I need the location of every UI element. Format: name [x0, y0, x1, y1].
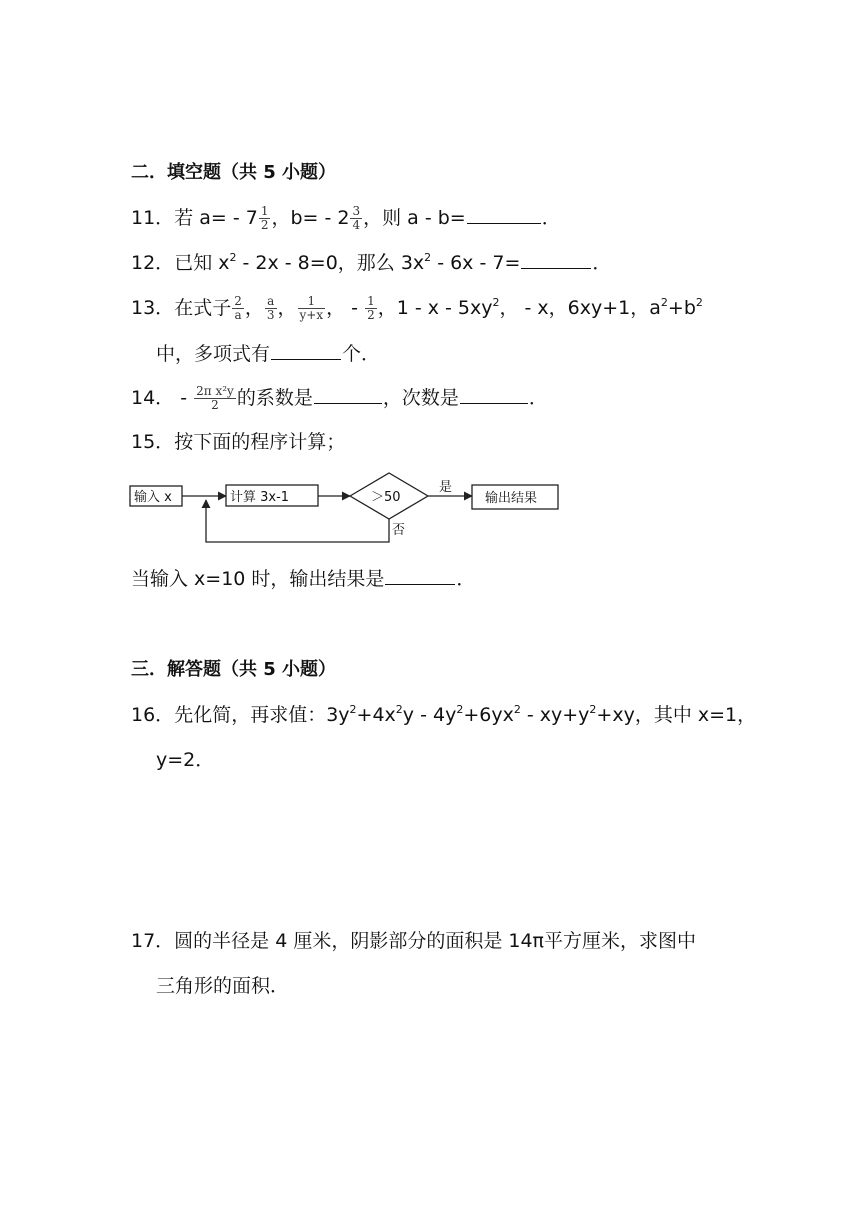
- q16-text-f: +xy，其中 x=1，: [596, 704, 757, 726]
- q13-f4-den: 2: [367, 308, 375, 322]
- q13-f3-den: y+x: [299, 308, 324, 322]
- q11-end: ．: [541, 207, 561, 229]
- flow-yes-label: 是: [439, 480, 453, 495]
- q11-frac2-den: 4: [352, 218, 361, 232]
- flow-condition-label: ＞50: [371, 490, 401, 505]
- q13-number: 13．: [131, 297, 175, 319]
- q14-frac-num: 2π x²y: [196, 384, 234, 398]
- q15-prompt-end: ．: [456, 568, 476, 590]
- q14-end: ．: [528, 387, 548, 409]
- q16-text-a: 先化简，再求值：3y: [174, 704, 350, 726]
- question-13-line-2: [156, 341, 380, 367]
- q13-sup-2: 2: [660, 296, 668, 309]
- q11-frac1-num: 1: [260, 204, 269, 218]
- question-16: [131, 702, 756, 728]
- q16-sup-3: 2: [456, 703, 464, 716]
- q13-text-c: ， - x，6xy+1，a: [499, 297, 661, 319]
- q16-text-b: +4x: [356, 704, 396, 726]
- q12-sup-2: 2: [424, 251, 432, 264]
- q13-text-a: 在式子: [174, 297, 232, 319]
- q13-answer-blank[interactable]: [271, 341, 341, 360]
- q13-fraction-1: [232, 295, 244, 322]
- q13-text-b: ，1 - x - 5xy: [377, 297, 493, 319]
- q11-fraction-2: [350, 205, 362, 232]
- q13-line2-end: 个．: [342, 343, 381, 365]
- q12-end: ．: [592, 252, 612, 274]
- q16-sup-1: 2: [349, 703, 357, 716]
- question-16-line-2: [156, 747, 214, 773]
- q16-number: 16．: [131, 704, 175, 726]
- q11-frac1-den: 2: [260, 218, 269, 232]
- question-11: [131, 205, 561, 232]
- q11-frac2-num: 3: [352, 204, 361, 218]
- question-12: [131, 250, 611, 276]
- q14-text-b: ，次数是: [382, 387, 459, 409]
- q16-sup-2: 2: [395, 703, 403, 716]
- q13-sup-3: 2: [695, 296, 703, 309]
- q12-number: 12．: [131, 252, 175, 274]
- q13-fraction-4: [365, 295, 377, 322]
- question-14: [131, 385, 548, 412]
- q13-line2-text: 中，多项式有: [156, 343, 271, 365]
- q12-text-c: - 6x - 7=: [431, 252, 521, 274]
- flow-input-label: 输入 x: [134, 490, 172, 505]
- q16-text-e: - xy+y: [520, 704, 590, 726]
- q13-comma-3: ， -: [326, 297, 365, 319]
- flow-output-label: 输出结果: [485, 491, 538, 506]
- question-13: [131, 295, 703, 322]
- q14-frac-den: 2: [194, 398, 236, 412]
- q13-sup-1: 2: [492, 296, 500, 309]
- q16-text-d: +6yx: [463, 704, 514, 726]
- q13-f1-den: a: [232, 308, 244, 322]
- q11-text-a: 若 a= - 7: [174, 207, 258, 229]
- q14-coefficient-blank[interactable]: [314, 385, 382, 404]
- q16-sup-4: 2: [513, 703, 521, 716]
- q14-number: 14．: [131, 387, 175, 409]
- flow-compute-label: 计算 3x-1: [230, 490, 290, 505]
- q15-text: 按下面的程序计算；: [174, 431, 346, 453]
- section-3-heading: 三．解答题（共 5 小题）: [131, 659, 337, 680]
- q11-text-b: ，b= - 2: [271, 207, 350, 229]
- section-2-heading: 二．填空题（共 5 小题）: [131, 162, 337, 183]
- q11-answer-blank[interactable]: [467, 205, 541, 224]
- q13-f2-num: a: [267, 294, 275, 308]
- q13-fraction-3: [298, 295, 326, 322]
- q13-comma-2: ，: [277, 297, 297, 319]
- question-17: [131, 928, 696, 954]
- q11-text-c: ，则 a - b=: [363, 207, 466, 229]
- q17-line1: 17．圆的半径是 4 厘米，阴影部分的面积是 14π平方厘米，求图中: [131, 930, 697, 952]
- q14-fraction: [194, 385, 236, 412]
- q14-negative-sign: -: [174, 387, 194, 409]
- q14-degree-blank[interactable]: [460, 385, 528, 404]
- q13-f2-den: 3: [266, 308, 275, 322]
- q11-fraction-1: [259, 205, 271, 232]
- q12-text-b: - 2x - 8=0，那么 3x: [236, 252, 425, 274]
- question-15: [131, 429, 345, 455]
- q14-text-a: 的系数是: [236, 387, 313, 409]
- q13-comma-1: ，: [244, 297, 264, 319]
- q16-sup-5: 2: [589, 703, 597, 716]
- q16-line2: y=2．: [156, 749, 215, 771]
- q13-text-d: +b: [667, 297, 696, 319]
- flow-no-label: 否: [392, 523, 406, 538]
- q11-number: 11．: [131, 207, 175, 229]
- q15-prompt-text: 当输入 x=10 时，输出结果是: [131, 568, 385, 590]
- q12-sup-1: 2: [229, 251, 237, 264]
- program-flowchart: [128, 472, 564, 548]
- q13-f1-num: 2: [234, 294, 242, 308]
- q15-number: 15．: [131, 431, 175, 453]
- question-15-prompt: [131, 566, 475, 592]
- q15-answer-blank[interactable]: [385, 566, 455, 585]
- q17-line2: 三角形的面积．: [156, 975, 290, 997]
- q12-answer-blank[interactable]: [521, 250, 591, 269]
- question-17-line-2: [156, 973, 289, 999]
- q13-f4-num: 1: [367, 294, 375, 308]
- q16-text-c: y - 4y: [402, 704, 457, 726]
- q12-text-a: 已知 x: [174, 252, 230, 274]
- q13-f3-num: 1: [307, 294, 316, 308]
- q13-fraction-2: [265, 295, 277, 322]
